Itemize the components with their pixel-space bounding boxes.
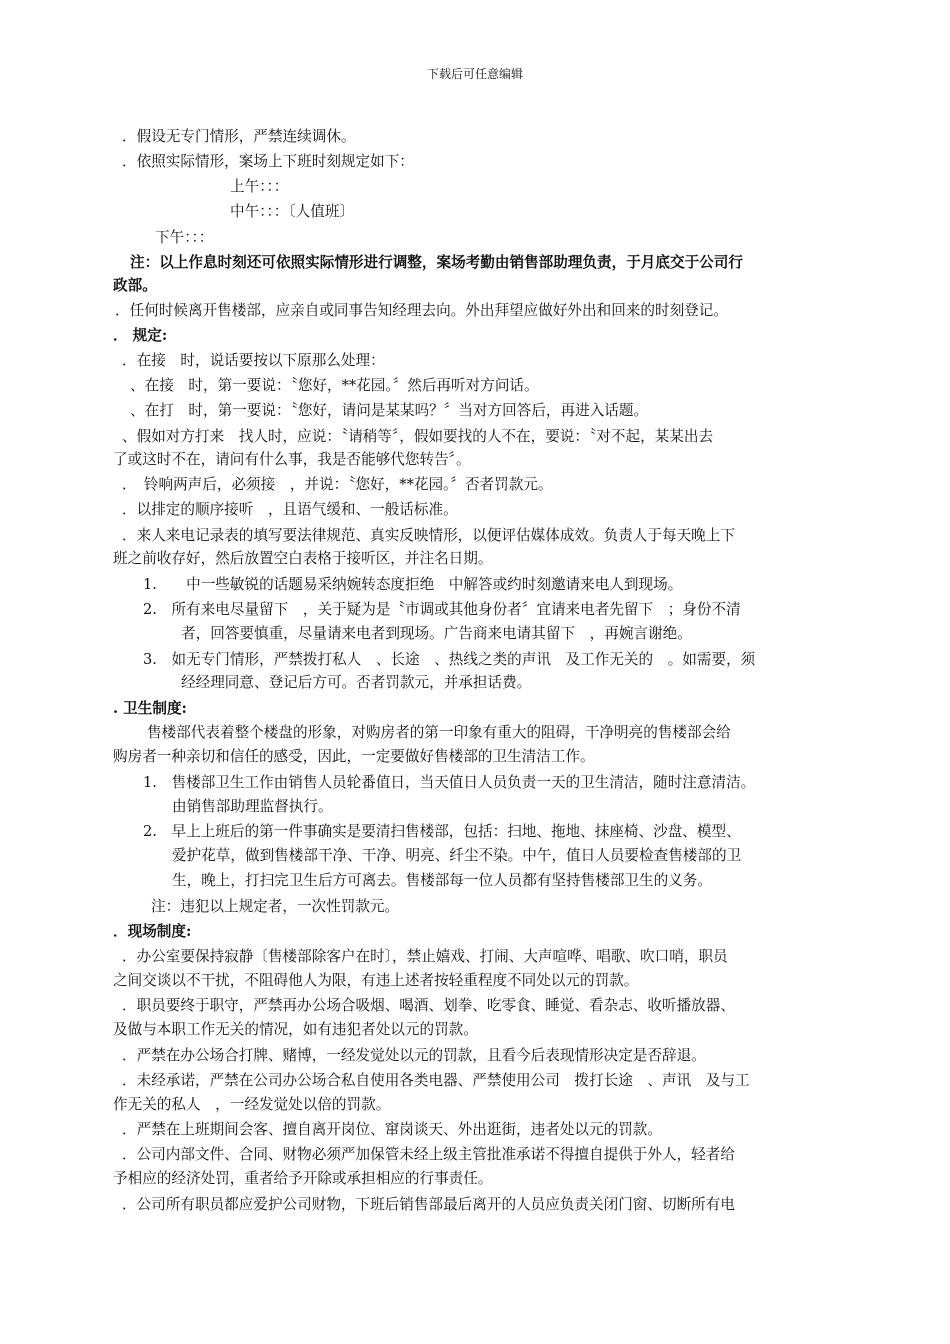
text-line: 了或这时不在，请问有什么事，我是否能够代您转告〞。 <box>113 451 471 468</box>
text-line: 经经理同意、登记后方可。否者罚款元，并承担话费。 <box>181 674 532 691</box>
text-line: 售楼部代表着整个楼盘的形象，对购房者的第一印象有重大的阻碍，干净明亮的售楼部会给 <box>147 724 731 741</box>
text-line: 下午：：： <box>155 229 214 246</box>
text-line: 者，回答要慎重，尽量请来电者到现场。广告商来电请其留下 ，再婉言谢绝。 <box>181 625 692 642</box>
text-line: 之间交谈以不干扰，不阻碍他人为限，有违上述者按轻重程度不同处以元的罚款。 <box>113 972 639 989</box>
text-line: ．公司内部文件、合同、财物必须严加保管未经上级主管批准承诺不得擅自提供于外人，轻者给 <box>122 1146 735 1163</box>
page-header: 下载后可任意编辑 <box>426 67 523 81</box>
section-heading: . 卫生制度: <box>113 700 187 717</box>
text-line: 、在打 时，第一要说：〝您好，请问是某某吗？〞当对方回答后，再进入话题。 <box>130 402 649 419</box>
section-heading: ．现场制度: <box>113 923 192 940</box>
text-line: 作无关的私人 ，一经发觉处以倍的罚款。 <box>113 1096 391 1113</box>
text-line: 中午：：：〔人值班〕 <box>230 203 355 220</box>
text-line: 生，晚上，打扫完卫生后方可离去。售楼部每一位人员都有坚持售楼部卫生的义务。 <box>172 872 712 889</box>
text-line: ．办公室要保持寂静〔售楼部除客户在时〕，禁止嬉戏、打闹、大声喧哗、唱歌、吹口哨，职员 <box>122 948 728 965</box>
text-line: ．以排定的顺序接听 ，且语气缓和、一般话标准。 <box>122 501 458 518</box>
text-line: ．公司所有职员都应爱护公司财物，下班后销售部最后离开的人员应负责关闭门窗、切断所有电 <box>122 1196 735 1213</box>
text-line: 、在接 时，第一要说：〝您好，**花园。〞然后再听对方问话。 <box>130 377 539 394</box>
note-line: 注：以上作息时刻还可依照实际情形进行调整，案场考勤由销售部助理负责，于月底交于公司行 <box>130 254 743 271</box>
list-item: 2. 早上上班后的第一件事确实是要清扫售楼部，包括：扫地、拖地、抹座椅、沙盘、模型、 <box>143 823 741 840</box>
list-item: 2. 所有来电尽量留下 ，关于疑为是〝市调或其他身份者〞宜请来电者先留下 ；身份不清 <box>143 601 741 618</box>
text-line: 上午：：： <box>230 178 289 195</box>
note-line: 政部。 <box>113 277 157 294</box>
text-line: ．在接 时，说话要按以下原那么处理： <box>122 352 385 369</box>
list-item: 1. 中一些敏锐的话题易采纳婉转态度拒绝 中解答或约时刻邀请来电人到现场。 <box>143 576 683 593</box>
text-line: ． 铃响两声后，必须接 ，并说：〝您好，**花园。〞否者罚款元。 <box>122 476 553 493</box>
text-line: ．严禁在上班期间会客、擅自离开岗位、窜岗谈天、外出逛街，违者处以元的罚款。 <box>122 1121 662 1138</box>
text-line: 班之前收存好，然后放置空白表格于接听区，并注名日期。 <box>113 550 493 567</box>
text-line: ．严禁在办公场合打牌、赌博，一经发觉处以元的罚款，且看今后表现情形决定是否辞退。 <box>122 1047 706 1064</box>
text-line: 爱护花草，做到售楼部干净、干净、明亮、纤尘不染。中午，值日人员要检查售楼部的卫 <box>172 847 742 864</box>
text-line: 由销售部助理监督执行。 <box>172 798 333 815</box>
text-line: 予相应的经济处罚，重者给予开除或承担相应的行事责任。 <box>113 1170 493 1187</box>
text-line: ．假设无专门情形，严禁连续调休。 <box>122 128 356 145</box>
list-item: 3. 如无专门情形，严禁拨打私人 、长途 、热线之类的声讯 及工作无关的 。如需要，须 <box>143 651 756 668</box>
text-line: ．依照实际情形，案场上下班时刻规定如下： <box>122 153 414 170</box>
text-line: 注：违犯以上规定者，一次性罚款元。 <box>151 898 400 915</box>
text-line: ．职员要终于职守，严禁再办公场合吸烟、喝酒、划拳、吃零食、睡觉、看杂志、收听播放器、 <box>122 997 735 1014</box>
text-line: 及做与本职工作无关的情况，如有违犯者处以元的罚款。 <box>113 1021 478 1038</box>
section-heading: ． 规定: <box>113 327 168 344</box>
text-line: ．来人来电记录表的填写要法律规范、真实反映情形，以便评估媒体成效。负责人于每天晚上下 <box>122 527 735 544</box>
text-line: ．任何时候离开售楼部，应亲自或同事告知经理去向。外出拜望应做好外出和回来的时刻登记。 <box>115 302 728 319</box>
text-line: 、假如对方打来 找人时，应说：〝请稍等〞，假如要找的人不在，要说：〝对不起，某某出去 <box>122 428 714 445</box>
text-line: 购房者一种亲切和信任的感受，因此，一定要做好售楼部的卫生清洁工作。 <box>113 748 595 765</box>
list-item: 1. 售楼部卫生工作由销售人员轮番值日，当天值日人员负责一天的卫生清洁，随时注意清洁。 <box>143 774 756 791</box>
text-line: ．未经承诺，严禁在公司办公场合私自使用各类电器、严禁使用公司 拨打长途 、声讯 及与工 <box>122 1072 750 1089</box>
